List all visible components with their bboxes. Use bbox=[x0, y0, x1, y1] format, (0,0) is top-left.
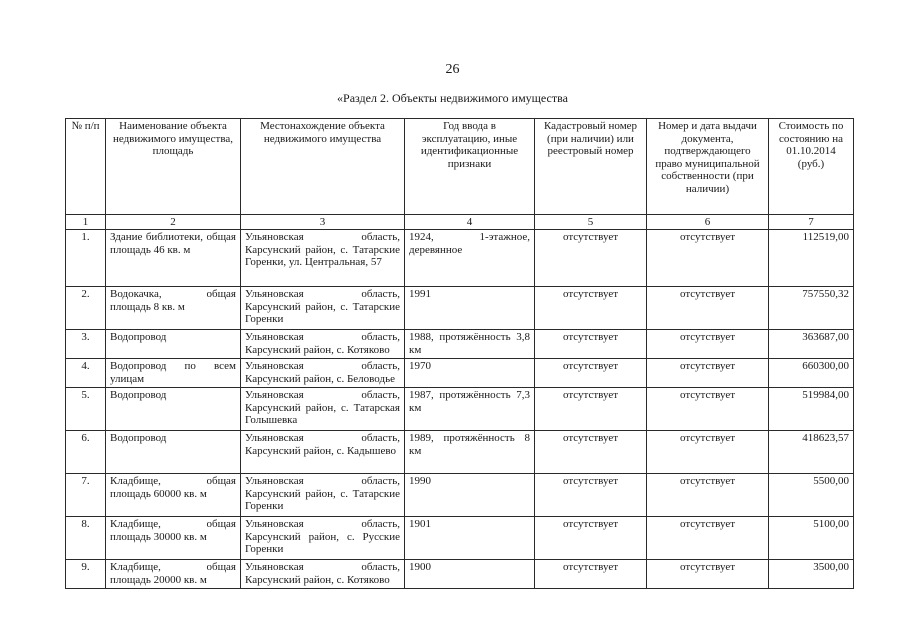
object-location: Ульяновская область, Карсунский район, с. Котяково bbox=[241, 560, 405, 589]
header-year: Год ввода в эксплуатацию, иные идентификационные признаки bbox=[405, 119, 535, 215]
object-name: Водопровод bbox=[106, 431, 241, 474]
object-location: Ульяновская область, Карсунский район, с. Котяково bbox=[241, 330, 405, 359]
page-number: 26 bbox=[445, 62, 460, 77]
header-document: Номер и дата выдачи документа, подтверждающего право муниципальной собственности (при наличии) bbox=[647, 119, 769, 215]
cadastral-number: отсутствует bbox=[535, 230, 647, 287]
object-name: Кладбище, общая площадь 30000 кв. м bbox=[106, 517, 241, 560]
section-title: «Раздел 2. Объекты недвижимого имущества bbox=[337, 91, 568, 105]
table-row bbox=[66, 230, 854, 287]
ownership-document: отсутствует bbox=[647, 560, 769, 589]
column-number: 1 bbox=[66, 215, 106, 230]
object-year: 1988, протяжённость 3,8 км bbox=[405, 330, 535, 359]
object-year: 1990 bbox=[405, 474, 535, 517]
column-number-row bbox=[66, 215, 854, 230]
row-number: 1. bbox=[66, 230, 106, 287]
object-location: Ульяновская область, Карсунский район, с. Татарские Горенки bbox=[241, 287, 405, 330]
object-year: 1970 bbox=[405, 359, 535, 388]
row-number: 6. bbox=[66, 431, 106, 474]
object-cost: 5100,00 bbox=[769, 517, 854, 560]
column-number: 2 bbox=[106, 215, 241, 230]
object-name: Водопровод по всем улицам bbox=[106, 359, 241, 388]
ownership-document: отсутствует bbox=[647, 388, 769, 431]
object-name: Здание библиотеки, общая площадь 46 кв. м bbox=[106, 230, 241, 287]
cadastral-number: отсутствует bbox=[535, 560, 647, 589]
ownership-document: отсутствует bbox=[647, 431, 769, 474]
cadastral-number: отсутствует bbox=[535, 287, 647, 330]
object-name: Водокачка, общая площадь 8 кв. м bbox=[106, 287, 241, 330]
table-row bbox=[66, 287, 854, 330]
row-number: 3. bbox=[66, 330, 106, 359]
row-number: 7. bbox=[66, 474, 106, 517]
cadastral-number: отсутствует bbox=[535, 388, 647, 431]
table-row bbox=[66, 474, 854, 517]
header-name: Наименование объекта недвижимого имущества, площадь bbox=[106, 119, 241, 215]
object-cost: 757550,32 bbox=[769, 287, 854, 330]
object-cost: 660300,00 bbox=[769, 359, 854, 388]
header-cadastral: Кадастровый номер (при наличии) или реестровый номер bbox=[535, 119, 647, 215]
ownership-document: отсутствует bbox=[647, 474, 769, 517]
column-number: 5 bbox=[535, 215, 647, 230]
property-table bbox=[65, 118, 854, 589]
ownership-document: отсутствует bbox=[647, 230, 769, 287]
table-row bbox=[66, 330, 854, 359]
column-number: 3 bbox=[241, 215, 405, 230]
ownership-document: отсутствует bbox=[647, 517, 769, 560]
ownership-document: отсутствует bbox=[647, 330, 769, 359]
table-row bbox=[66, 517, 854, 560]
header-location: Местонахождение объекта недвижимого имущества bbox=[241, 119, 405, 215]
object-name: Водопровод bbox=[106, 330, 241, 359]
cadastral-number: отсутствует bbox=[535, 517, 647, 560]
cadastral-number: отсутствует bbox=[535, 474, 647, 517]
object-year: 1900 bbox=[405, 560, 535, 589]
object-location: Ульяновская область, Карсунский район, с. Татарская Голышевка bbox=[241, 388, 405, 431]
object-year: 1901 bbox=[405, 517, 535, 560]
row-number: 9. bbox=[66, 560, 106, 589]
object-name: Водопровод bbox=[106, 388, 241, 431]
object-location: Ульяновская область, Карсунский район, с. Беловодье bbox=[241, 359, 405, 388]
object-location: Ульяновская область, Карсунский район, с. Кадышево bbox=[241, 431, 405, 474]
column-number: 7 bbox=[769, 215, 854, 230]
table-row bbox=[66, 431, 854, 474]
cadastral-number: отсутствует bbox=[535, 359, 647, 388]
row-number: 8. bbox=[66, 517, 106, 560]
cadastral-number: отсутствует bbox=[535, 431, 647, 474]
object-location: Ульяновская область, Карсунский район, с. Татарские Горенки bbox=[241, 474, 405, 517]
object-location: Ульяновская область, Карсунский район, с. Русские Горенки bbox=[241, 517, 405, 560]
cadastral-number: отсутствует bbox=[535, 330, 647, 359]
column-number: 6 bbox=[647, 215, 769, 230]
object-cost: 112519,00 bbox=[769, 230, 854, 287]
object-cost: 418623,57 bbox=[769, 431, 854, 474]
object-name: Кладбище, общая площадь 60000 кв. м bbox=[106, 474, 241, 517]
object-cost: 5500,00 bbox=[769, 474, 854, 517]
header-number: № п/п bbox=[66, 119, 106, 215]
header-cost: Стоимость по состоянию на 01.10.2014 (руб.) bbox=[769, 119, 854, 215]
table-row bbox=[66, 560, 854, 589]
object-year: 1987, протяжённость 7,3 км bbox=[405, 388, 535, 431]
object-year: 1924, 1-этажное, деревянное bbox=[405, 230, 535, 287]
object-cost: 519984,00 bbox=[769, 388, 854, 431]
header-row bbox=[66, 119, 854, 215]
object-name: Кладбище, общая площадь 20000 кв. м bbox=[106, 560, 241, 589]
object-cost: 3500,00 bbox=[769, 560, 854, 589]
object-year: 1991 bbox=[405, 287, 535, 330]
table-row bbox=[66, 359, 854, 388]
row-number: 4. bbox=[66, 359, 106, 388]
object-cost: 363687,00 bbox=[769, 330, 854, 359]
ownership-document: отсутствует bbox=[647, 359, 769, 388]
row-number: 5. bbox=[66, 388, 106, 431]
table-row bbox=[66, 388, 854, 431]
object-year: 1989, протяжённость 8 км bbox=[405, 431, 535, 474]
ownership-document: отсутствует bbox=[647, 287, 769, 330]
object-location: Ульяновская область, Карсунский район, с. Татарские Горенки, ул. Центральная, 57 bbox=[241, 230, 405, 287]
row-number: 2. bbox=[66, 287, 106, 330]
column-number: 4 bbox=[405, 215, 535, 230]
